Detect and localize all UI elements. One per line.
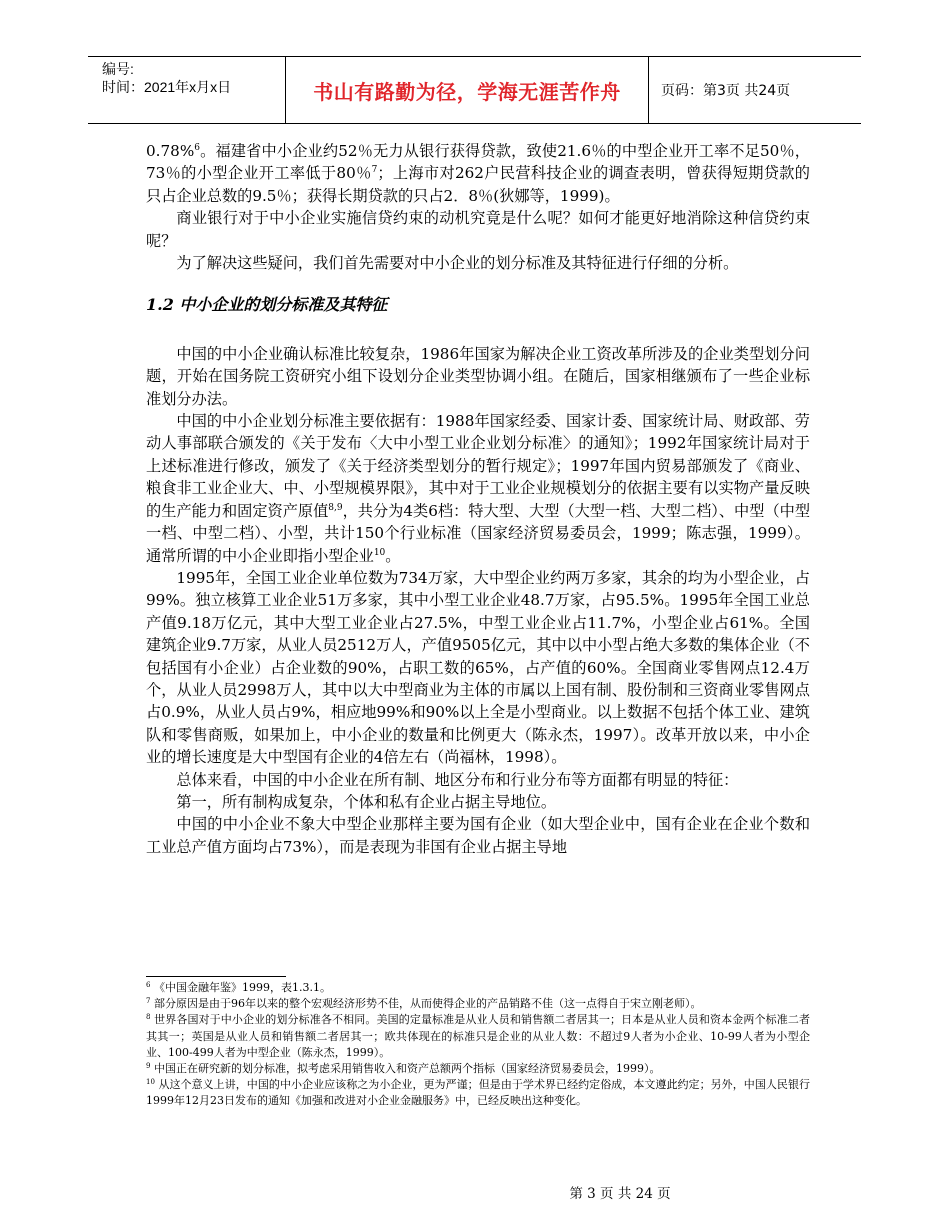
header-motto: 书山有路勤为径，学海无涯苦作舟 (313, 79, 621, 104)
footnote: $^9$ 中国正在研究新的划分标准，拟考虑采用销售收入和资产总额两个指标（国家经济贸易委员会，1999）。 (146, 1062, 661, 1076)
page-number: 第 3 页 共 24 页 (569, 1186, 671, 1202)
footnote: $^{10}$ 从这个意义上讲，中国的中小企业应该称之为小企业，更为严谨；但是由于学术界已经约定俗成，本文遵此约定；另外，中国人民银行1999年12月23日发布的通知《加强和改进对小企业金融服务》中，已经反映出这种变化。 (146, 1078, 810, 1108)
footnote-ref: 6 (194, 143, 200, 153)
paragraph: 总体来看，中国的中小企业在所有制、地区分布和行业分布等方面都有明显的特征： (176, 770, 739, 789)
header-motto-cell (286, 57, 649, 123)
paragraph: 0.78%$^6$。福建省中小企业约52％无力从银行获得贷款，致使21.6％的中型企业开工率不足50％， 73％的小型企业开工率低于80％$^7$；上海市对262户民营科技企业的调查表明，曾获得短期贷款的只占企业总数的9.5％；获得长期贷款的只占2．8％(狄娜等，1999)。 (146, 142, 810, 205)
document-number-label: 编号: (102, 61, 134, 77)
footnote: $^6$ 《中国金融年鉴》1999，表1.3.1。 (146, 981, 331, 994)
footnote-separator (146, 976, 286, 977)
header-page-label: 页码：第3页 共24页 (661, 83, 791, 99)
section-title: 1.2 中小企业的划分标准及其特征 (146, 295, 388, 315)
footnotes (146, 980, 810, 1110)
footnote-ref: 7 (371, 165, 378, 176)
footnote: $^8$ 世界各国对于中小企业的划分标准各不相同。美国的定量标准是从业人员和销售额二者居其一；日本是从业人员和资本金两个标准二者其其一；英国是从业人员和销售额二者居其一；欧共体现在的标准只是企业的从业人数：不超过9人者为小企业、10-99人者为小型企业、100-499人者为中型企业（陈永杰，1999）。 (146, 1013, 810, 1059)
page-header (88, 56, 861, 124)
paragraph: 第一，所有制构成复杂，个体和私有企业占据主导地位。 (176, 792, 557, 811)
header-meta (88, 57, 286, 123)
header-page-cell (649, 57, 861, 123)
paragraph: 中国的中小企业不象大中型企业那样主要为国有企业（如大型企业中，国有企业在企业个数和工业总产值方面均占73%），而是表现为非国有企业占据主导地 (146, 815, 810, 856)
footnote-ref: 8,9 (328, 502, 343, 513)
paragraph: 商业银行对于中小企业实施信贷约束的动机究竟是什么呢？如何才能更好地消除这种信贷约束呢？ (146, 209, 810, 250)
paragraph: 中国的中小企业确认标准比较复杂，1986年国家为解决企业工资改革所涉及的企业类型划分问题，开始在国务院工资研究小组下设划分企业类型协调小组。在随后，国家相继颁布了一些企业标准划分办法。 (146, 344, 810, 408)
footnote: $^7$ 部分原因是由于96年以来的整个宏观经济形势不佳，从而使得企业的产品销路不佳（这一点得自于宋立刚老师）。 (146, 997, 702, 1011)
page-number-footer (0, 1182, 950, 1202)
footnote-ref: 10 (373, 547, 386, 558)
document-time-label: 时间：2021年x月x日 (102, 79, 232, 95)
paragraph: 中国的中小企业划分标准主要依据有：1988年国家经委、国家计委、国家统计局、财政部、劳动人事部联合颁发的《关于发布〈大中小型工业企业划分标准〉的通知》；1992年国家统计局对于上述标准进行修改，颁发了《关于经济类型划分的暂行规定》；1997年国内贸易部颁发了《商业、粮食非工业企业大、中、小型规模界限》，其中对于工业企业规模划分的依据主要有以实物产量反映的生产能力和固定资产原值$^{8,9}$，共分为4类6档：特大型、大型（大型一档、大型二档）、中型（中型一档、中型二档）、小型，共计150个行业标准（国家经济贸易委员会，1999；陈志强，1999）。通常所谓的中小企业即指小型企业$^{10}$。 (146, 412, 811, 565)
paragraph: 1995年，全国工业企业单位数为734万家，大中型企业约两万多家，其余的均为小型企业，占99%。独立核算工业企业51万多家，其中小型工业企业48.7万家，占95.5%。1995年全国工业总产值9.18万亿元，其中大型工业企业占27.5%，中型工业企业占11.7%，小型企业占61%。全国建筑企业9.7万家，从业人员2512万人，产值9505亿元，其中以中小型占绝大多数的集体企业（不包括国有小企业）占企业数的90%，占职工数的65%，占产值的60%。全国商业零售网点12.4万个，从业人员2998万人，其中以大中型商业为主体的市属以上国有制、股份制和三资商业零售网点占0.9%，从业人员占9%，相应地99%和90%以上全是小型商业。以上数据不包括个体工业、建筑队和零售商贩，如果加上，中小企业的数量和比例更大（陈永杰，1997）。改革开放以来，中小企业的增长速度是大中型国有企业的4倍左右（尚福林，1998）。 (146, 568, 810, 767)
document-body (146, 140, 810, 858)
paragraph: 为了解决这些疑问，我们首先需要对中小企业的划分标准及其特征进行仔细的分析。 (176, 254, 739, 273)
